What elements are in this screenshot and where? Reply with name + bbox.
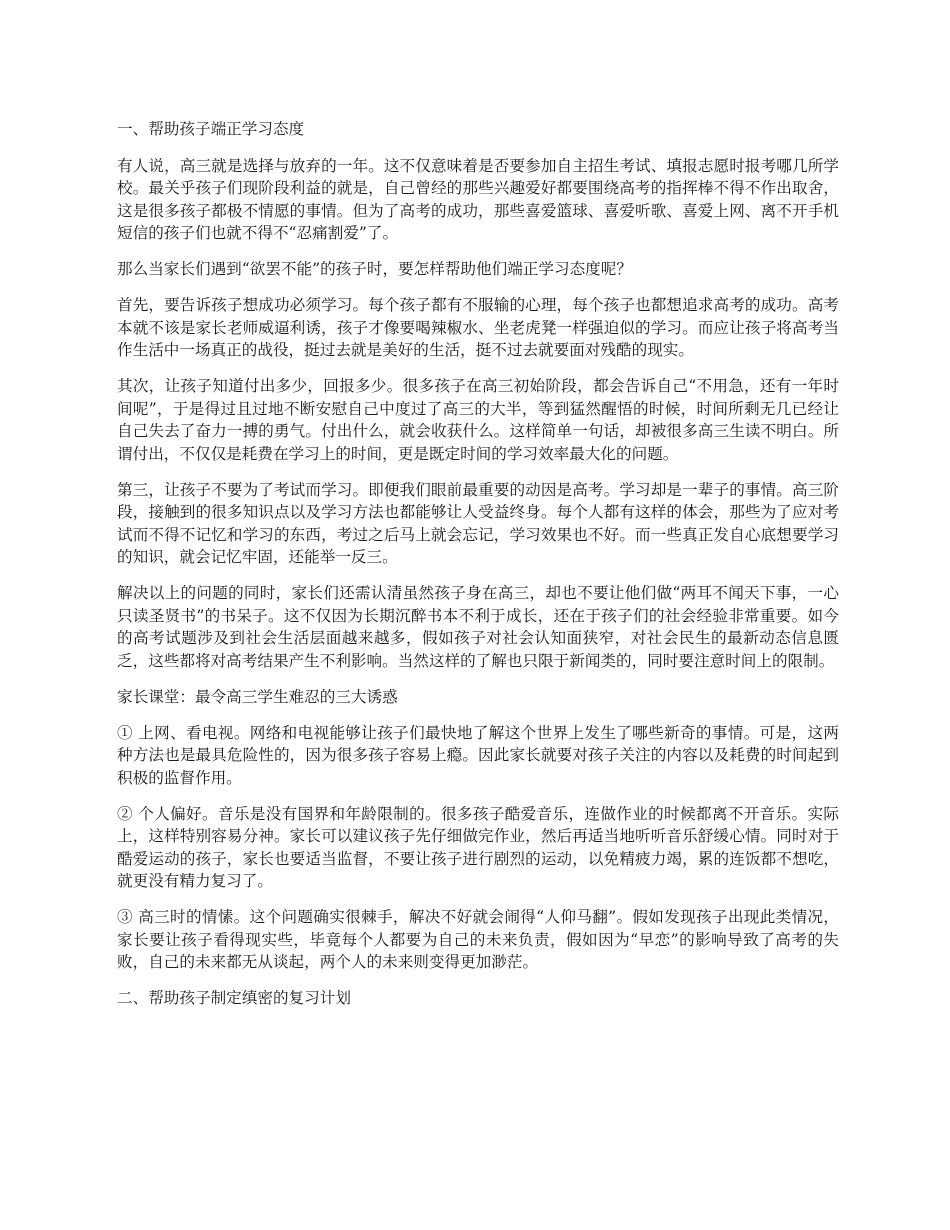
paragraph-third: 第三，让孩子不要为了考试而学习。即便我们眼前最重要的动因是高考。学习却是一辈子的事情。高三阶段，接触到的很多知识点以及学习方法也都能够让人受益终身。每个人都有这样的体会，那些为了应对考试而不得不记忆和学习的东西，考过之后马上就会忘记，学习效果也不好。而一些真正发自心底想要学习的知识，就会记忆牢固，还能举一反三。: [117, 480, 839, 566]
paragraph-second: 其次，让孩子知道付出多少，回报多少。很多孩子在高三初始阶段，都会告诉自己“不用急，还有一年时间呢”，于是得过且过地不断安慰自己中度过了高三的大半，等到猛然醒悟的时候，时间所剩无几已经让自己失去了奋力一搏的勇气。付出什么，就会收获什么。这样简单一句话，却被很多高三生读不明白。所谓付出，不仅仅是耗费在学习上的时间，更是既定时间的学习效率最大化的问题。: [117, 377, 839, 463]
list-item-internet-tv: ① 上网、看电视。网络和电视能够让孩子们最快地了解这个世界上发生了哪些新奇的事情。可是，这两种方法也是最具危险性的，因为很多孩子容易上瘾。因此家长就要对孩子关注的内容以及耗费的时间起到积极的监督作用。: [117, 723, 839, 787]
list-item-personal-preference: ② 个人偏好。音乐是没有国界和年龄限制的。很多孩子酷爱音乐，连做作业的时候都离不开音乐。实际上，这样特别容易分神。家长可以建议孩子先仔细做完作业，然后再适当地听听音乐舒缓心情。同时对于酷爱运动的孩子，家长也要适当监督，不要让孩子进行剧烈的运动，以免精疲力竭，累的连饭都不想吃，就更没有精力复习了。: [117, 804, 839, 890]
subsection-title: 家长课堂：最令高三学生难忍的三大诱惑: [117, 687, 398, 706]
section-heading-2: 二、帮助孩子制定缜密的复习计划: [117, 989, 351, 1007]
paragraph-first: 首先，要告诉孩子想成功必须学习。每个孩子都有不服输的心理，每个孩子也都想追求高考的成功。高考本就不该是家长老师威逼利诱，孩子才像要喝辣椒水、坐老虎凳一样强迫似的学习。而应让孩子将高考当作生活中一场真正的战役，挺过去就是美好的生活，挺不过去就要面对残酷的现实。: [117, 296, 839, 359]
paragraph-social-experience: 解决以上的问题的同时，家长们还需认清虽然孩子身在高三，却也不要让他们做“两耳不闻天下事，一心只读圣贤书”的书呆子。这不仅因为长期沉醉书本不利于成长，还在于孩子们的社会经验非常重要。如今的高考试题涉及到社会生活层面越来越多，假如孩子对社会认知面狭窄，对社会民生的最新动态信息匮乏，这些都将对高考结果产生不利影响。当然这样的了解也只限于新闻类的，同时要注意时间上的限制。: [117, 584, 839, 670]
paragraph-intro: 有人说，高三就是选择与放弃的一年。这不仅意味着是否要参加自主招生考试、填报志愿时报考哪几所学校。最关乎孩子们现阶段利益的就是，自己曾经的那些兴趣爱好都要围绕高考的指挥棒不得不作出取舍，这是很多孩子都极不情愿的事情。但为了高考的成功，那些喜爱篮球、喜爱听歌、喜爱上网、离不开手机短信的孩子们也就不得不“忍痛割爱”了。: [117, 156, 839, 242]
paragraph-question: 那么当家长们遇到“欲罢不能”的孩子时，要怎样帮助他们端正学习态度呢？: [117, 260, 632, 278]
section-heading-1: 一、帮助孩子端正学习态度: [117, 120, 305, 138]
list-item-emotions: ③ 高三时的情愫。这个问题确实很棘手，解决不好就会闹得“人仰马翻”。假如发现孩子出现此类情况，家长要让孩子看得现实些，毕竟每个人都要为自己的未来负责，假如因为“早恋”的影响导致了高考的失败，自己的未来都无从谈起，两个人的未来则变得更加渺茫。: [117, 908, 839, 971]
document-body: [117, 118, 839, 1024]
